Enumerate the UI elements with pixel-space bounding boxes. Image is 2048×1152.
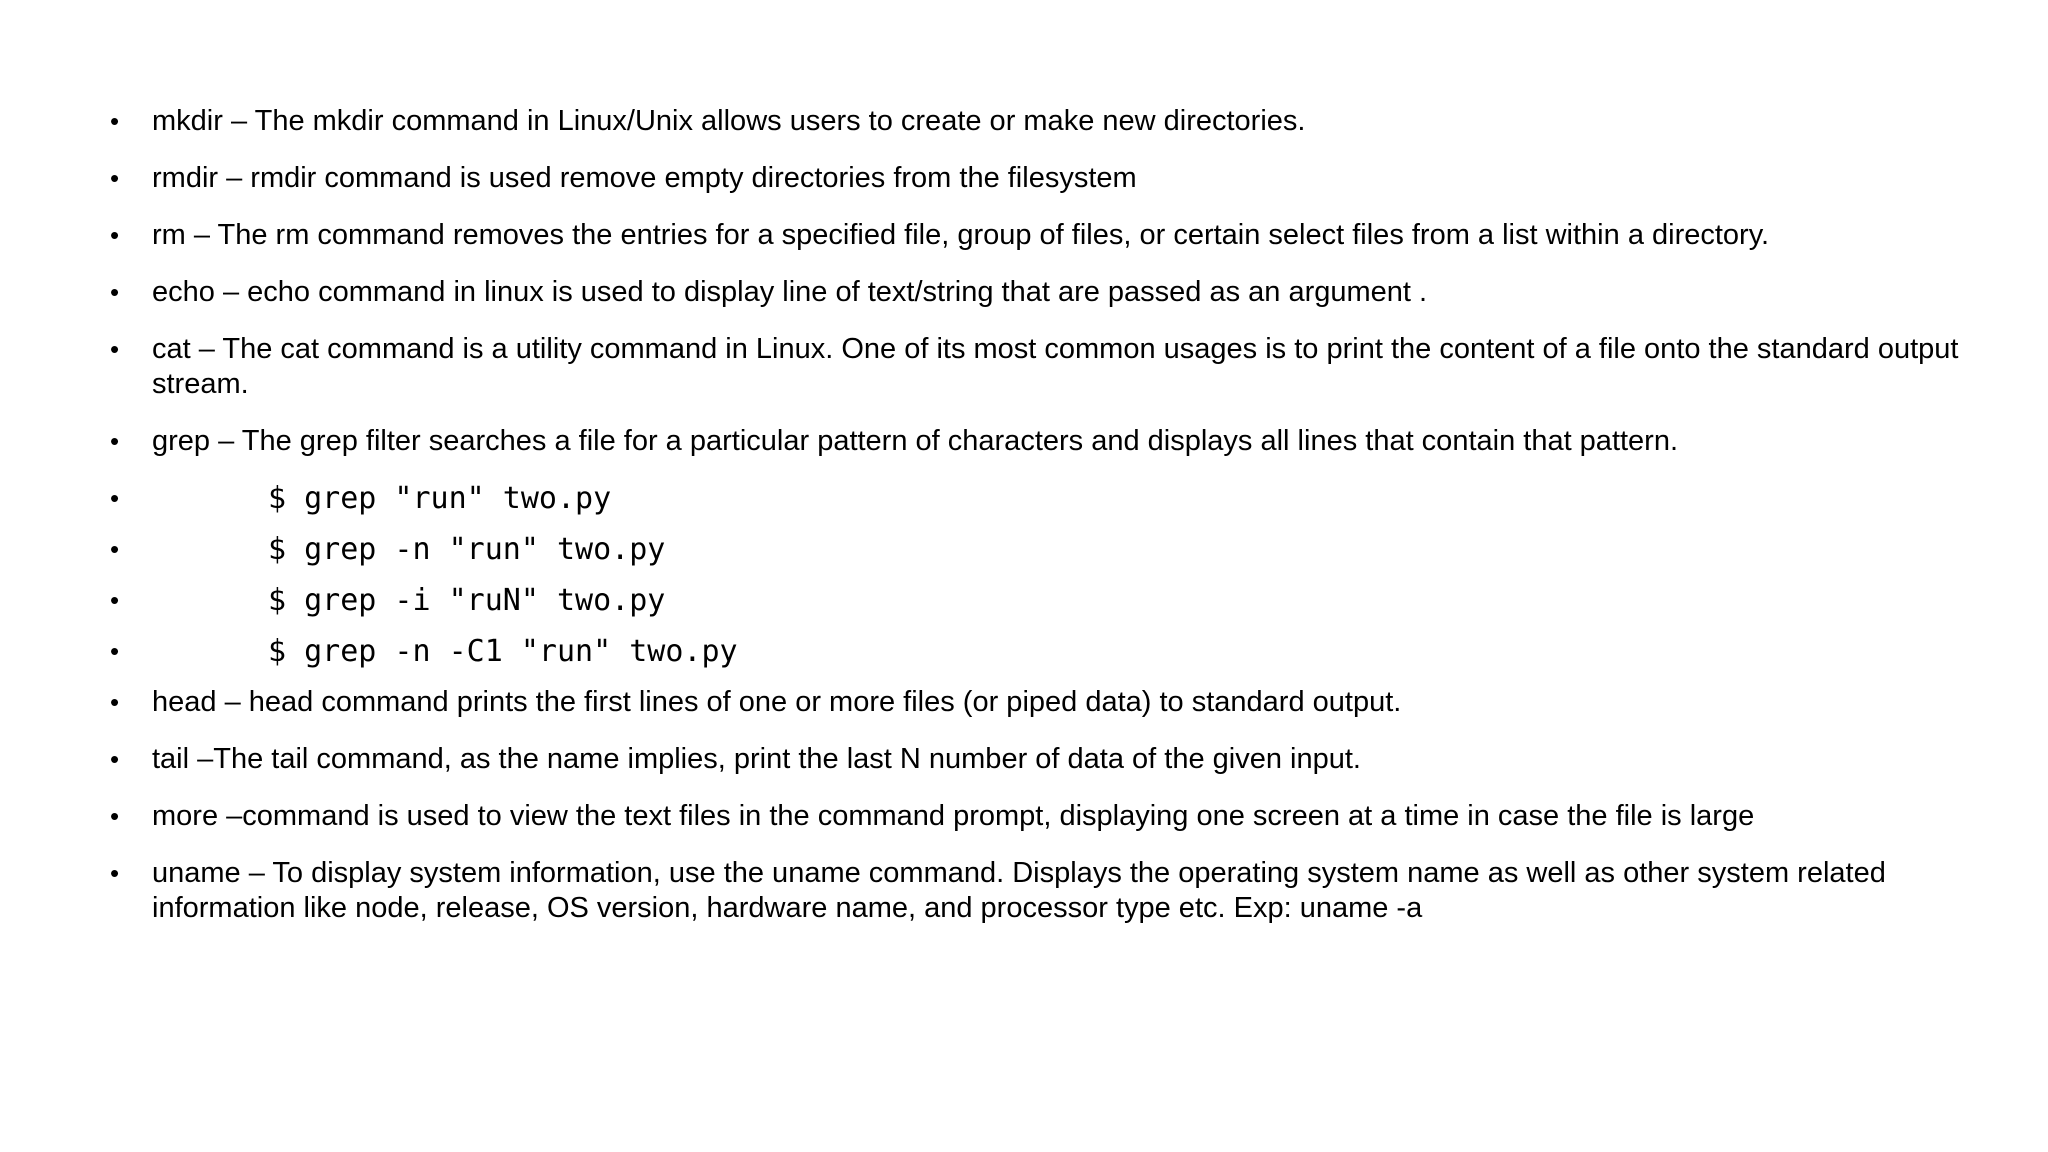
list-item-text: cat – The cat command is a utility command in Linux. One of its most common usages is to print the content of a file onto the standard output stream. bbox=[152, 333, 1959, 400]
list-item-text: tail –The tail command, as the name implies, print the last N number of data of the given input. bbox=[152, 743, 1361, 775]
bullet-icon: • bbox=[110, 585, 120, 615]
code-example: $ grep -n -C1 "run" two.py bbox=[268, 634, 738, 669]
code-example: $ grep -n "run" two.py bbox=[268, 532, 666, 567]
bullet-icon: • bbox=[110, 426, 120, 456]
list-item-grep bbox=[108, 424, 1988, 459]
bullet-icon: • bbox=[110, 220, 120, 250]
bullet-icon: • bbox=[110, 334, 120, 364]
list-item-grep-example bbox=[108, 634, 1988, 670]
list-item-uname bbox=[108, 856, 1988, 926]
code-example: $ grep -i "ruN" two.py bbox=[268, 583, 666, 618]
list-item-text: rmdir – rmdir command is used remove empty directories from the filesystem bbox=[152, 162, 1137, 194]
list-item-cat bbox=[108, 332, 1988, 402]
list-item-echo bbox=[108, 275, 1988, 310]
bullet-icon: • bbox=[110, 687, 120, 717]
list-item-text: mkdir – The mkdir command in Linux/Unix allows users to create or make new directories. bbox=[152, 105, 1306, 137]
bullet-icon: • bbox=[110, 534, 120, 564]
list-item-rm bbox=[108, 218, 1988, 253]
bullet-icon: • bbox=[110, 163, 120, 193]
bullet-icon: • bbox=[110, 744, 120, 774]
list-item-grep-example bbox=[108, 583, 1988, 619]
bullet-icon: • bbox=[110, 858, 120, 888]
list-item-mkdir bbox=[108, 104, 1988, 139]
bullet-icon: • bbox=[110, 277, 120, 307]
bullet-icon: • bbox=[110, 636, 120, 666]
bullet-list bbox=[108, 104, 1988, 948]
list-item-text: echo – echo command in linux is used to display line of text/string that are passed as an argument . bbox=[152, 276, 1428, 308]
list-item-more bbox=[108, 799, 1988, 834]
list-item-text: head – head command prints the first lines of one or more files (or piped data) to standard output. bbox=[152, 686, 1402, 718]
list-item-grep-example bbox=[108, 532, 1988, 568]
list-item-text: grep – The grep filter searches a file for a particular pattern of characters and displays all lines that contain that pattern. bbox=[152, 425, 1679, 457]
code-example: $ grep "run" two.py bbox=[268, 481, 612, 516]
list-item-tail bbox=[108, 742, 1988, 777]
bullet-icon: • bbox=[110, 483, 120, 513]
bullet-icon: • bbox=[110, 106, 120, 136]
list-item-text: rm – The rm command removes the entries for a specified file, group of files, or certain select files from a list within a directory. bbox=[152, 219, 1770, 251]
bullet-icon: • bbox=[110, 801, 120, 831]
list-item-text: uname – To display system information, use the uname command. Displays the operating system name as well as other system related information like node, release, OS version, hardware name, and processor type etc. Exp: uname -a bbox=[152, 857, 1886, 924]
list-item-grep-example bbox=[108, 481, 1988, 517]
list-item-text: more –command is used to view the text files in the command prompt, displaying one screen at a time in case the file is large bbox=[152, 800, 1755, 832]
list-item-rmdir bbox=[108, 161, 1988, 196]
list-item-head bbox=[108, 685, 1988, 720]
